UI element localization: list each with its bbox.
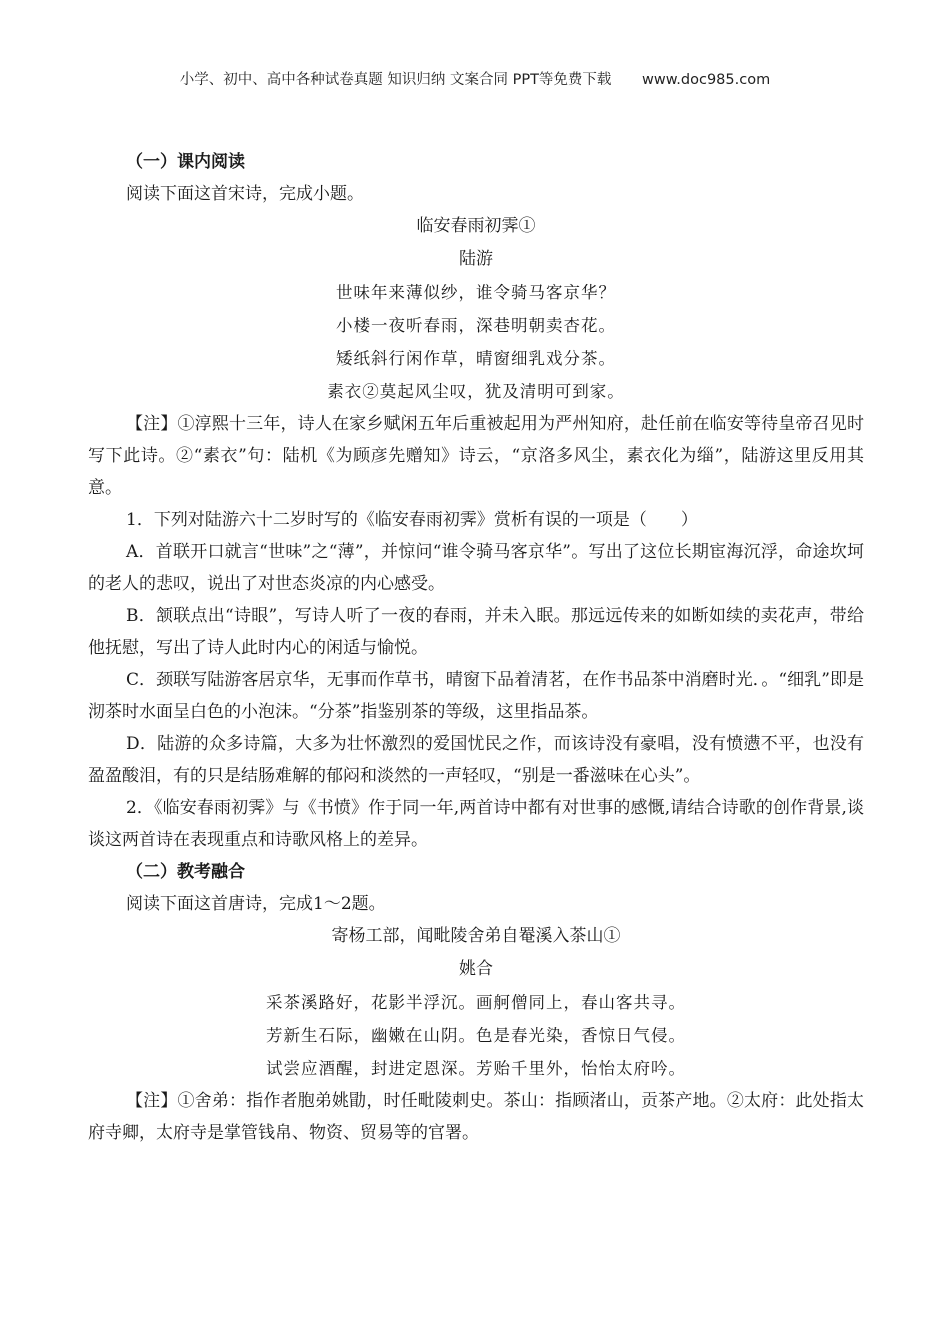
poem-line: 芳新生石际，幽嫩在山阴。色是春光染，香惊日气侵。 [266, 1026, 686, 1045]
poem-author-1: 陆游 [459, 249, 493, 269]
poem-line: 采茶溪路好，花影半浮沉。画舸僧同上，春山客共寻。 [266, 993, 686, 1012]
section-heading-1: （一）课内阅读 [126, 152, 245, 172]
page-header [0, 68, 950, 89]
poem-line: 世味年来薄似纱，谁令骑马客京华？ [336, 283, 616, 302]
question-1: 1．下列对陆游六十二岁时写的《临安春雨初霁》赏析有误的一项是（ ） [126, 510, 698, 530]
option-c: C．颈联写陆游客居京华，无事而作草书，晴窗下品着清茗，在作书品茶中消磨时光．。“细乳”即是沏茶时水面呈白色的小泡沫。“分茶”指鉴别茶的等级，这里指品茶。 [88, 670, 864, 722]
poem-note-2: 【注】①舍弟：指作者胞弟姚勖，时任毗陵刺史。茶山：指顾渚山，贡茶产地。②太府：此处指太府寺卿，太府寺是掌管钱帛、物资、贸易等的官署。 [88, 1091, 864, 1143]
poem-note-1: 【注】①淳熙十三年，诗人在家乡赋闲五年后重被起用为严州知府，赴任前在临安等待皇帝召见时写下此诗。②“素衣”句：陆机《为顾彦先赠知》诗云，“京洛多风尘，素衣化为缁”，陆游这里反用其意。 [88, 414, 864, 498]
section-heading-2: （二）教考融合 [126, 862, 245, 882]
poem-title-1: 临安春雨初霁① [416, 216, 536, 236]
header-site-link[interactable]: www.doc985.com [642, 72, 771, 88]
poem-title-2: 寄杨工部，闻毗陵舍弟自罨溪入茶山① [331, 926, 621, 946]
poem-line: 素衣②莫起风尘叹，犹及清明可到家。 [327, 382, 625, 401]
poem-line: 试尝应酒醒，封进定恩深。芳贻千里外，怡怡太府吟。 [266, 1059, 686, 1078]
question-2: 2．《临安春雨初霁》与《书愤》作于同一年,两首诗中都有对世事的感慨,请结合诗歌的创作背景,谈谈这两首诗在表现重点和诗歌风格上的差异。 [88, 798, 864, 850]
poem-author-2: 姚合 [459, 959, 493, 979]
poem-line: 矮纸斜行闲作草，晴窗细乳戏分茶。 [336, 349, 616, 368]
section-intro-2: 阅读下面这首唐诗，完成1～2题。 [126, 894, 386, 914]
section-intro-1: 阅读下面这首宋诗，完成小题。 [126, 184, 364, 204]
poem-line: 小楼一夜听春雨，深巷明朝卖杏花。 [336, 316, 616, 335]
option-b: B．颔联点出“诗眼”，写诗人听了一夜的春雨，并未入眠。那远远传来的如断如续的卖花声，带给他抚慰，写出了诗人此时内心的闲适与愉悦。 [88, 606, 864, 658]
header-text: 小学、初中、高中各种试卷真题 知识归纳 文案合同 PPT等免费下载 [179, 72, 612, 88]
option-a: A．首联开口就言“世味”之“薄”，并惊问“谁令骑马客京华”。写出了这位长期宦海沉浮，命途坎坷的老人的悲叹，说出了对世态炎凉的内心感受。 [88, 542, 864, 594]
option-d: D．陆游的众多诗篇，大多为壮怀激烈的爱国忧民之作，而该诗没有豪唱，没有愤懑不平，也没有盈盈酸泪，有的只是结肠难解的郁闷和淡然的一声轻叹，“别是一番滋味在心头”。 [88, 734, 864, 786]
document-body [88, 146, 864, 1149]
